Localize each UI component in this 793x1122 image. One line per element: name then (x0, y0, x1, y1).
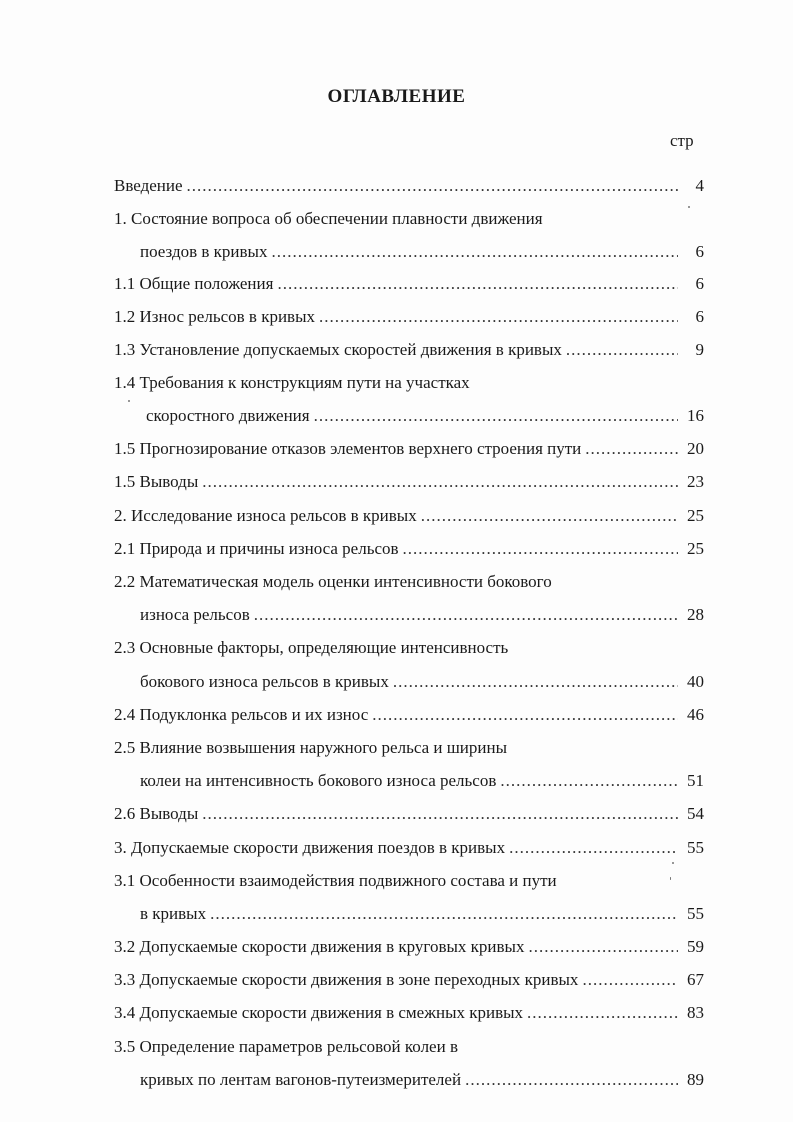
toc-entry-title: бокового износа рельсов в кривых (140, 672, 389, 691)
toc-entry-title: кривых по лентам вагонов-путеизмерителей (140, 1070, 462, 1089)
toc-entry-title: 3.1 Особенности взаимодействия подвижного состава и пути (114, 871, 557, 890)
toc-entry-title: 3.3 Допускаемые скорости движения в зоне переходных кривых (114, 970, 579, 989)
toc-entry-page: 40 (687, 672, 704, 691)
toc-entry (114, 902, 704, 926)
toc-entry (114, 338, 704, 362)
page-column-label: стр (670, 131, 694, 150)
toc-entry (114, 603, 704, 627)
dot-leader (372, 703, 678, 727)
dot-leader (271, 240, 678, 264)
toc-entry (114, 404, 704, 428)
toc-entry-title: в кривых (140, 904, 207, 923)
toc-entry-title: 1.1 Общие положения (114, 274, 274, 293)
toc-entry-title: 2.3 Основные факторы, определяющие интенсивность (114, 638, 509, 657)
toc-entry-page: 25 (687, 539, 704, 558)
toc-entry-page: 20 (687, 439, 704, 458)
dot-leader (421, 504, 678, 528)
toc-entry-page: 89 (687, 1070, 704, 1089)
toc-entry (114, 935, 704, 959)
toc-heading-line (114, 736, 704, 760)
toc-entry-title: 1.3 Установление допускаемых скоростей движения в кривых (114, 340, 562, 359)
toc-entry (114, 769, 704, 793)
toc-entry (114, 240, 704, 264)
toc-heading-line (114, 636, 704, 660)
dot-leader (509, 836, 678, 860)
toc-entry-page: 9 (695, 340, 704, 359)
toc-entry-title: 3. Допускаемые скорости движения поездов в кривых (114, 838, 506, 857)
toc-entry (114, 703, 704, 727)
toc-entry-page: 46 (687, 705, 704, 724)
dot-leader (393, 670, 678, 694)
toc-entry-page: 83 (687, 1003, 704, 1022)
dot-leader (314, 404, 678, 428)
toc-entry-title: 2.1 Природа и причины износа рельсов (114, 539, 399, 558)
dot-leader (319, 305, 678, 329)
toc-entry (114, 537, 704, 561)
toc-entry-title: 3.5 Определение параметров рельсовой колеи в (114, 1037, 458, 1056)
dot-leader (465, 1068, 678, 1092)
toc-entry-page: 25 (687, 506, 704, 525)
toc-entry-title: Введение (114, 176, 183, 195)
toc-entry-title: износа рельсов (140, 605, 250, 624)
toc-heading-line (114, 869, 704, 893)
toc-entry-page: 6 (695, 242, 704, 261)
toc-entry-page: 23 (687, 472, 704, 491)
toc-entry-title: 2.5 Влияние возвышения наружного рельса и ширины (114, 738, 508, 757)
toc-entry (114, 504, 704, 528)
toc-entry (114, 968, 704, 992)
toc-entry-title: 1.2 Износ рельсов в кривых (114, 307, 315, 326)
toc-entry-title: 3.2 Допускаемые скорости движения в круговых кривых (114, 937, 525, 956)
toc-entry-page: 55 (687, 904, 704, 923)
toc-entry (114, 1001, 704, 1025)
toc-entry-title: поездов в кривых (140, 242, 268, 261)
dot-leader (500, 769, 678, 793)
scan-speck (688, 206, 690, 208)
toc-entry-title: 2. Исследование износа рельсов в кривых (114, 506, 417, 525)
toc-entry (114, 802, 704, 826)
dot-leader (403, 537, 678, 561)
toc-entry-title: 2.2 Математическая модель оценки интенсивности бокового (114, 572, 552, 591)
toc-entry-page: 16 (687, 406, 704, 425)
toc-entry-page: 6 (695, 307, 704, 326)
toc-entry-title: 1.4 Требования к конструкциям пути на участках (114, 373, 470, 392)
toc-entry-page: 54 (687, 804, 704, 823)
scan-speck (670, 877, 671, 880)
toc-entry-page: 28 (687, 605, 704, 624)
scan-speck (128, 400, 130, 402)
toc-entry-title: 1. Состояние вопроса об обеспечении плавности движения (114, 209, 543, 228)
toc-heading-line (114, 371, 704, 395)
toc-entry-page: 51 (687, 771, 704, 790)
scan-speck (672, 862, 674, 864)
dot-leader (527, 1001, 678, 1025)
toc-entry-page: 67 (687, 970, 704, 989)
toc-entry-title: скоростного движения (146, 406, 310, 425)
toc-entry-title: 2.4 Подуклонка рельсов и их износ (114, 705, 369, 724)
dot-leader (202, 802, 678, 826)
toc-entry-title: колеи на интенсивность бокового износа рельсов (140, 771, 497, 790)
toc-entry-page: 59 (687, 937, 704, 956)
dot-leader (566, 338, 678, 362)
toc-heading-line (114, 570, 704, 594)
toc-entry (114, 836, 704, 860)
dot-leader (202, 470, 678, 494)
toc-entry (114, 437, 704, 461)
toc-entry (114, 670, 704, 694)
dot-leader (210, 902, 678, 926)
page-title: ОГЛАВЛЕНИЕ (327, 86, 466, 107)
toc-entry (114, 174, 704, 198)
toc-heading-line (114, 1035, 704, 1059)
toc-entry-title: 3.4 Допускаемые скорости движения в смежных кривых (114, 1003, 524, 1022)
toc-entry-page: 6 (695, 274, 704, 293)
toc-entry (114, 470, 704, 494)
toc-entry-page: 55 (687, 838, 704, 857)
toc-entry (114, 1068, 704, 1092)
dot-leader (585, 437, 678, 461)
dot-leader (187, 174, 678, 198)
toc-entry-title: 1.5 Прогнозирование отказов элементов верхнего строения пути (114, 439, 582, 458)
toc-entry-title: 1.5 Выводы (114, 472, 199, 491)
toc-entry-page: 4 (695, 176, 704, 195)
toc-entry (114, 272, 704, 296)
toc-entry-title: 2.6 Выводы (114, 804, 199, 823)
dot-leader (528, 935, 678, 959)
dot-leader (582, 968, 678, 992)
toc-entry (114, 305, 704, 329)
toc-heading-line (114, 207, 704, 231)
dot-leader (254, 603, 678, 627)
dot-leader (277, 272, 678, 296)
